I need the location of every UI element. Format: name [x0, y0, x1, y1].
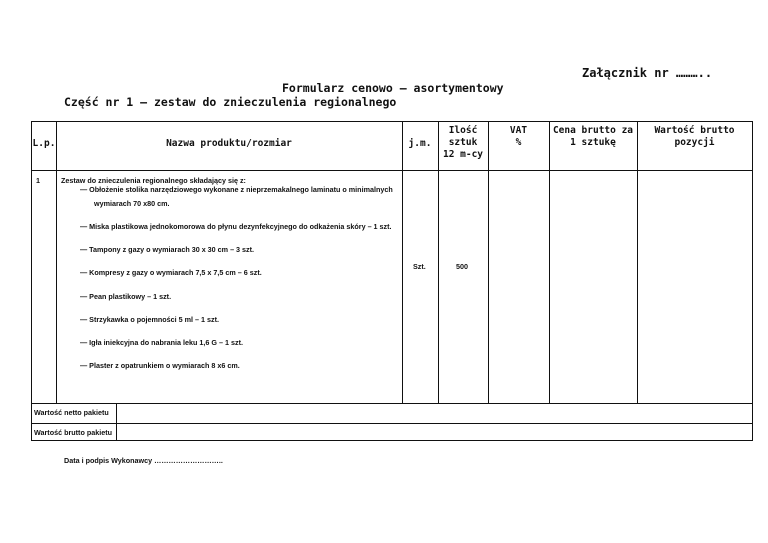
- col-price: Cena brutto za 1 sztukę: [552, 125, 634, 148]
- row-jm: Szt.: [413, 262, 426, 271]
- item-4: — Kompresy z gazy o wymiarach 7,5 x 7,5 cm – 6 szt.: [80, 268, 262, 277]
- item-2: — Miska plastikowa jednokomorowa do płynu dezynfekcyjnego do odkażenia skóry – 1 szt.: [80, 222, 392, 231]
- row-lp: 1: [36, 176, 40, 185]
- row-intro: Zestaw do znieczulenia regionalnego składający się z:: [61, 176, 246, 185]
- signature-line: Data i podpis Wykonawcy ………………………..: [64, 456, 223, 465]
- item-6: — Strzykawka o pojemności 5 ml – 1 szt.: [80, 315, 220, 324]
- annex-label: Załącznik nr ………..: [582, 66, 713, 80]
- price-table: [31, 121, 753, 441]
- gross-value-label: Wartość brutto pakietu: [34, 428, 113, 437]
- col-lp: L.p.: [32, 138, 56, 149]
- item-1-cont: wymiarach 70 x80 cm.: [94, 199, 170, 208]
- row-qty: 500: [456, 262, 468, 271]
- col-vat: VAT %: [509, 125, 528, 148]
- item-1: — Obłożenie stolika narzędziowego wykonane z nieprzemakalnego laminatu o minimalnych: [80, 185, 393, 194]
- part-title: Część nr 1 – zestaw do znieczulenia regionalnego: [64, 95, 397, 109]
- col-name: Nazwa produktu/rozmiar: [166, 138, 292, 149]
- item-3: — Tampony z gazy o wymiarach 30 x 30 cm – 3 szt.: [80, 245, 255, 254]
- item-7: — Igła iniekcyjna do nabrania leku 1,6 G – 1 szt.: [80, 338, 243, 347]
- col-value: Wartość brutto pozycji: [654, 125, 735, 148]
- item-5: — Pean plastikowy – 1 szt.: [80, 292, 172, 301]
- net-value-label: Wartość netto pakietu: [34, 408, 109, 417]
- item-8: — Plaster z opatrunkiem o wymiarach 8 x6 cm.: [80, 361, 240, 370]
- col-qty: Ilość sztuk 12 m-cy: [442, 125, 484, 160]
- form-title: Formularz cenowo – asortymentowy: [282, 81, 504, 95]
- col-jm: j.m.: [408, 138, 432, 149]
